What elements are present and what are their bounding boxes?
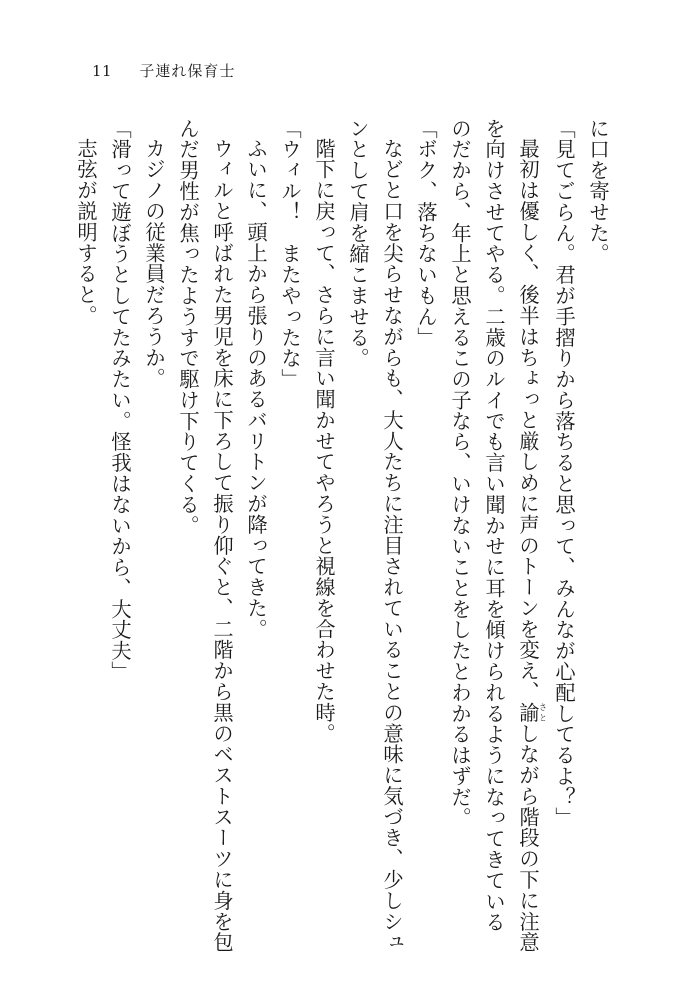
paragraph-6 xyxy=(307,118,341,953)
ruby-annotation xyxy=(516,702,548,724)
paragraph-text-continued: しながら階段の下に注意を向けさせてやる。二歳のルイでも言い聞かせに耳を傾けられるようになってきているのだから、年上と思えるこの子なら、いけないことをしたとわかるはずだ。 xyxy=(448,118,540,953)
paragraph-text: 「滑って遊ぼうとしてたみたい。怪我はないから、大丈夫」 xyxy=(108,118,132,683)
running-header xyxy=(92,60,235,81)
paragraph-text: 「見てごらん。君が手摺りから落ちると思って、みんなが心配してるよ？」 xyxy=(552,118,576,829)
book-title: 子連れ保育士 xyxy=(139,62,236,80)
vertical-text-body xyxy=(70,118,615,953)
paragraph-text: ふいに、頭上から張りのあるバリトンが降ってきた。 xyxy=(244,138,268,640)
paragraph-text: などと口を尖らせながらも、大人たちに注目されていることの意味に気づき、少しシュンとして肩を縮こませる。 xyxy=(346,118,404,953)
paragraph-2 xyxy=(547,118,581,953)
paragraph-text: に口を寄せた。 xyxy=(586,118,610,265)
paragraph-7 xyxy=(273,118,307,953)
paragraph-1 xyxy=(581,118,615,953)
paragraph-text: ウィルと呼ばれた男児を床に下ろして振り仰ぐと、二階から黒のベストスーツに身を包んだ男性が焦ったようすで駆け下りてくる。 xyxy=(176,118,234,953)
paragraph-12 xyxy=(70,118,103,953)
paragraph-3 xyxy=(443,118,547,953)
paragraph-text: 階下に戻って、さらに言い聞かせてやろうと視線を合わせた時。 xyxy=(312,138,336,745)
paragraph-9 xyxy=(171,118,239,953)
paragraph-text: 最初は優しく、後半はちょっと厳しめに声のトーンを変え、 xyxy=(516,138,540,703)
paragraph-5 xyxy=(341,118,409,953)
paragraph-11 xyxy=(103,118,137,953)
ruby-base: 諭 xyxy=(516,702,540,724)
paragraph-10 xyxy=(137,118,171,953)
paragraph-8 xyxy=(239,118,273,953)
paragraph-text: 「ウィル！ またやったな」 xyxy=(278,118,302,390)
paragraph-4 xyxy=(409,118,443,953)
page-number: 11 xyxy=(92,62,113,80)
paragraph-text: 志弦が説明すると。 xyxy=(74,138,98,327)
paragraph-text: カジノの従業員だろうか。 xyxy=(142,138,166,389)
ruby-reading: さと xyxy=(538,702,548,724)
paragraph-text: 「ボク、落ちないもん」 xyxy=(414,118,438,348)
